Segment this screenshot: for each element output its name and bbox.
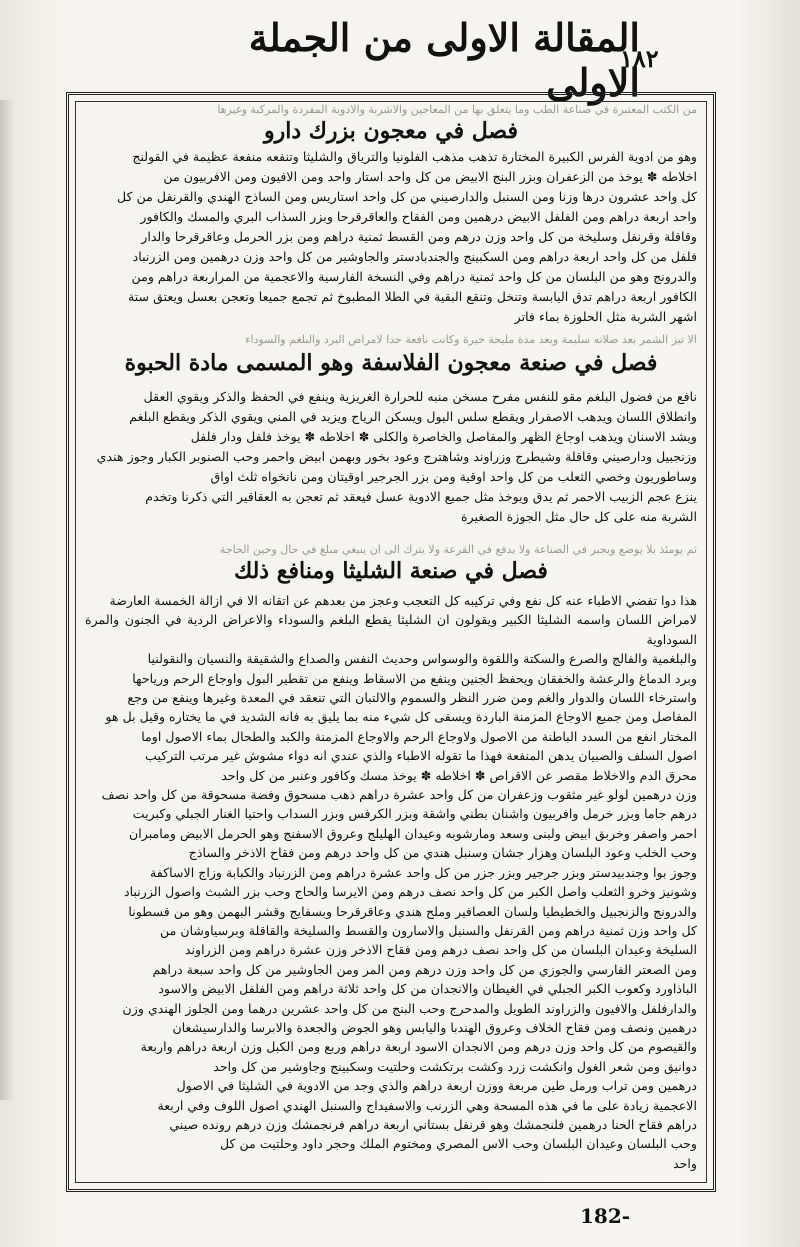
- text-line: الاعجمية زيادة على ما في هذه المسحة وهي الزرنب والاسفيداج والسنبل الهندي اصول اللوف وفي اربعة: [157, 1097, 697, 1113]
- text-frame: [66, 92, 716, 1192]
- text-line: والدرونج والزنجبيل والخطيطيا ولسان العصافير وملح هندي وعاقرقرحا وبسفايج وقشر البهمن وهو من قسطونا: [128, 903, 697, 919]
- text-line: وشونيز وخرو الثعلب واصل الكبر من كل واحد نصف درهم ومن الايرسا والحاج وحب بزر الشبث واصول الزرنباد: [124, 884, 697, 900]
- text-line: الشربة منه على كل حال مثل الجوزة الصغيرة: [461, 509, 697, 524]
- text-line: وقاقلة وقرنفل وسليخة من كل واحد وزن درهم ومن القسط ثمنية دراهم ومن بزر الحرمل وعاقرقرحا والدار: [141, 229, 697, 244]
- running-head: المقالة الاولى من الجملة الاولى: [248, 15, 640, 105]
- text-line: واحد اربعة دراهم ومن الفلفل الابيض درهمين ومن الفقاح والعاقرقرحا وبزر السذاب البري والمسك والكافور: [140, 209, 697, 224]
- text-line: وجوز بوا وجندبيدستر وبزر جرجير وبزر جزر من كل واحد عشرة دراهم ومن الزرنباد والكبابة وزاج الاساكفة: [150, 864, 697, 880]
- bleed-through-text-2: الا تيز الشمر بعد صلاته سليمة وبعد مدة مليحة خيرة وكانت نافعة جدا لامراض البرد والبلغم والسوداء: [245, 333, 697, 346]
- bleed-through-text-3: ثم يومئذ بلا يوضع ويجبر في الصناعة ولا يدفع في القرعة ولا يترك الى ان ينبغي مبلغ في حال وحين الحاجة: [219, 543, 697, 556]
- text-line: الباذاورد وكعوب الكبر الجبلي في الغيطان والانجدان من كل واحد ثلاثة دراهم ومن الفلفل الابيض والاسود: [158, 981, 697, 997]
- text-line: اخلاطه ✽ يوخذ من الزعفران وبزر البنج الابيض من كل واحد استار واحد ومن الافيون ومن الافربيون من: [163, 169, 697, 184]
- text-line: والدارفلفل والافيون والزراوند الطويل والمدحرج وحب البنج من كل واحد عشرين درهما ومن الجلوز الهندي وزن: [122, 1000, 697, 1016]
- text-line: واسترخاء اللسان والدوار والغم ومن ضرر النظر والسموم والالتبان التي تنعقد في المعدة وغيرها وينفع من وجع: [127, 690, 697, 706]
- text-line: فلفل من كل واحد اربعة دراهم ومن السكبينج والجندبادستر والجاوشير من كل واحد وزن درهمين ومن الزرنباد: [132, 249, 697, 264]
- text-line: وهو من ادوية الفرس الكبيرة المختارة تذهب مذهب الفلونيا والترياق والشليثا وتنفعه منفعة عظيمة في القولنج: [132, 149, 697, 164]
- text-line: والبلغمية والفالج والصرع والسكتة واللقوة والوسواس وحديث النفس والصداع والشقيقة والنسيان والنقولنيا: [147, 651, 697, 667]
- text-line: واحد: [673, 1155, 697, 1171]
- text-line: وزن درهمين لولو غير مثقوب وزعفران من كل واحد عشرة دراهم ذهب مسحوق وفضة مسحوقة من كل واحد نصف: [101, 787, 697, 803]
- text-line: وبرد الدماغ والرعشة والخفقان ويحفظ الجنين وينفع من الاسقاط وينفع من تقطير البول واوجاع الرحم ورياحها: [132, 670, 697, 686]
- text-line: دوانيق ومن شعر الغول وانكشت زرد وكشت برتكشت وحلتيت وسكبينج وجاوشير من كل واحد: [213, 1058, 697, 1074]
- text-line: احمر واصفر وخربق ابيض ولبنى وسعد ومارشوبه وعيدان الهليلج وعروق الاسفنج وهو الحرمل الابيض ومامبران: [129, 825, 697, 841]
- text-line: وحب البلسان وعيدان البلسان وحب الاس المصري ومختوم الملك وحجر داود وحلتيت من كل: [220, 1136, 697, 1152]
- text-line: هذا دوا تفضي الاطباء عنه كل نفع وفي تركيبه كل التعجب وعجز من بعدهم عن اتقانه الا في ازالة الخمسة العارضة: [109, 593, 697, 608]
- text-line: الكافور اربعة دراهم تدق اليابسة وتنخل وتنقع البقية في الطلا المطبوخ ثم تجمع جميعا وتعجن بعسل ويعتق ستة: [127, 289, 697, 304]
- page-number-footer: 182-: [580, 1204, 631, 1228]
- section-body-3: [85, 591, 697, 1183]
- section-heading-2: فصل في صنعة معجون الفلاسفة وهو المسمى مادة الحبوة: [124, 350, 658, 376]
- section-heading-1: فصل في معجون بزرك دارو: [263, 118, 519, 144]
- text-line: محرق الدم والاخلاط مقصر عن الاقراص ✽ اخلاطه ✽ يوخذ مسك وكافور وعنبر من كل واحد: [221, 767, 697, 783]
- section-body-2: [85, 387, 697, 535]
- bleed-through-text-1: من الكتب المعتبرة في صناعة الطب وما يتعلق بها من المعاجين والاشربة والادوية المفردة والمركبة وغيرها: [217, 103, 697, 116]
- text-line: وزنجبيل ودارصيني وقاقلة وشيطرج وزراوند وشاهترج وعود بخور وبهمن ابيض واحمر وحب الصنوبر الكبار وجوز هندي: [96, 449, 697, 464]
- text-line: المفاصل ومن جميع الاوجاع المزمنة الباردة ويسقى كل شيء منه بما يليق به فانه الشديد في ما يختاره وقيل بل هو: [105, 709, 697, 725]
- text-line: درهمين ونصف ومن فقاح الخلاف وعروق الهندبا واليابس وهو الجوض والجعدة والابرسا والدارسيشعان: [172, 1019, 697, 1035]
- text-line: ومن الصعتر الفارسي والجوزي من كل واحد وزن درهم ومن المر ومن الجاوشير من كل واحد سبعة دراهم: [152, 961, 697, 977]
- text-line: كل واحد عشرون درها وزنا ومن السنبل والدارصيني من كل واحد استاريس ومن الساذج الهندي والقرنفل من كل: [117, 189, 697, 204]
- text-line: والقيصوم من كل واحد وزن درهم ومن الانجدان الاسود اربعة دراهم وربع ومن الكبل وزن اربعة دراهم واربعة: [140, 1039, 697, 1055]
- text-line: وساطوريون وخصي الثعلب من كل واحد اوقية ومن بزر الجرجير اوقيتان ومن نانخواه ثلث اواق: [210, 469, 697, 484]
- text-line: كل واحد وزن ثمنية دراهم ومن القرنفل والسنبل والاسارون والقسط والسليخة والقاقلة وبرسياوشان من: [160, 922, 697, 938]
- section-heading-3: فصل في صنعة الشليثا ومنافع ذلك: [234, 558, 548, 584]
- text-line: اصول السلف والصبيان يدهن المنفعة فهذا ما تقوله الاطباء والذي عندي انه دواء مشوش غير مرتب التركيب: [145, 748, 697, 764]
- text-line: ويشد الاسنان ويذهب اوجاع الظهر والمفاصل والخاصرة والكلى ✽ اخلاطه ✽ يوخذ فلفل ودار فلفل: [190, 429, 697, 444]
- text-line: وانطلاق اللسان ويدهب الاصفرار ويقطع سلس البول ويسكن الرياح ويزيد في المني ويقوي الذكر ويقطع البلغم: [129, 409, 697, 424]
- page-edge-shadow: [0, 100, 14, 1100]
- section-body-1: [85, 147, 697, 333]
- text-line: المختار انفع من السدد الباطنة من الاصول ولاوجاع الرحم والاوجاع المزمنة والكبد والطحال بماء الاصول اوما: [141, 728, 697, 744]
- text-line: نافع من فضول البلغم مقو للنفس مفرح مسخن منبه للحرارة الغريزية وينفع في الحفظ والذكر ويقوي العقل: [143, 389, 697, 404]
- text-line: لامراض اللسان واسمه الشليثا الكبير ويقولون ان الشليثا يقطع البلغم والسوداء والاعراض الردية في الجنون والمرة السوداوية: [85, 612, 697, 647]
- text-line: والدرونج وهو من البلسان من كل واحد ثمنية دراهم وفي النسخة الفارسية والاعجمية من المراربعة دراهم ومن: [131, 269, 697, 284]
- text-line: دراهم فقاح الحنا درهمين فلنجمشك وهو قرنفل بستاني اربعة دراهم فرنجمشك وزن درهم رونده صيني: [169, 1116, 697, 1132]
- text-line: السليخة وعيدان البلسان من كل واحد نصف درهم ومن فقاح الاذخر وزن عشرة دراهم ومن الزراوند: [184, 942, 697, 958]
- text-line: ينزع عجم الزبيب الاحمر ثم يدق ويوخذ مثل جميع الادوية عسل فيعقد ثم تعجن به العقاقير التي ذكرنا وتخدم: [145, 489, 697, 504]
- page-number-top: ١٨٢: [620, 44, 659, 73]
- text-line: وحب الخلب وعود البلسان وهزار جشان وسنبل هندي من كل واحد درهم ومن فقاح الاذخر والساذج: [188, 845, 697, 861]
- text-line: درهم جاما وبزر خرمل وافربيون واشنان بطني واشقة وبزر الكرفس وبزر السداب واحتيا الغنار الجبلي وكبريت: [132, 806, 697, 822]
- text-line: درهمين ومن تراب ورمل طين مربعة ووزن اربعة دراهم والذي وجد من الادوية في الشليثا في الاصول: [176, 1078, 697, 1094]
- text-line: اشهر الشربة مثل الحلوزة بماء فاتر: [514, 309, 697, 324]
